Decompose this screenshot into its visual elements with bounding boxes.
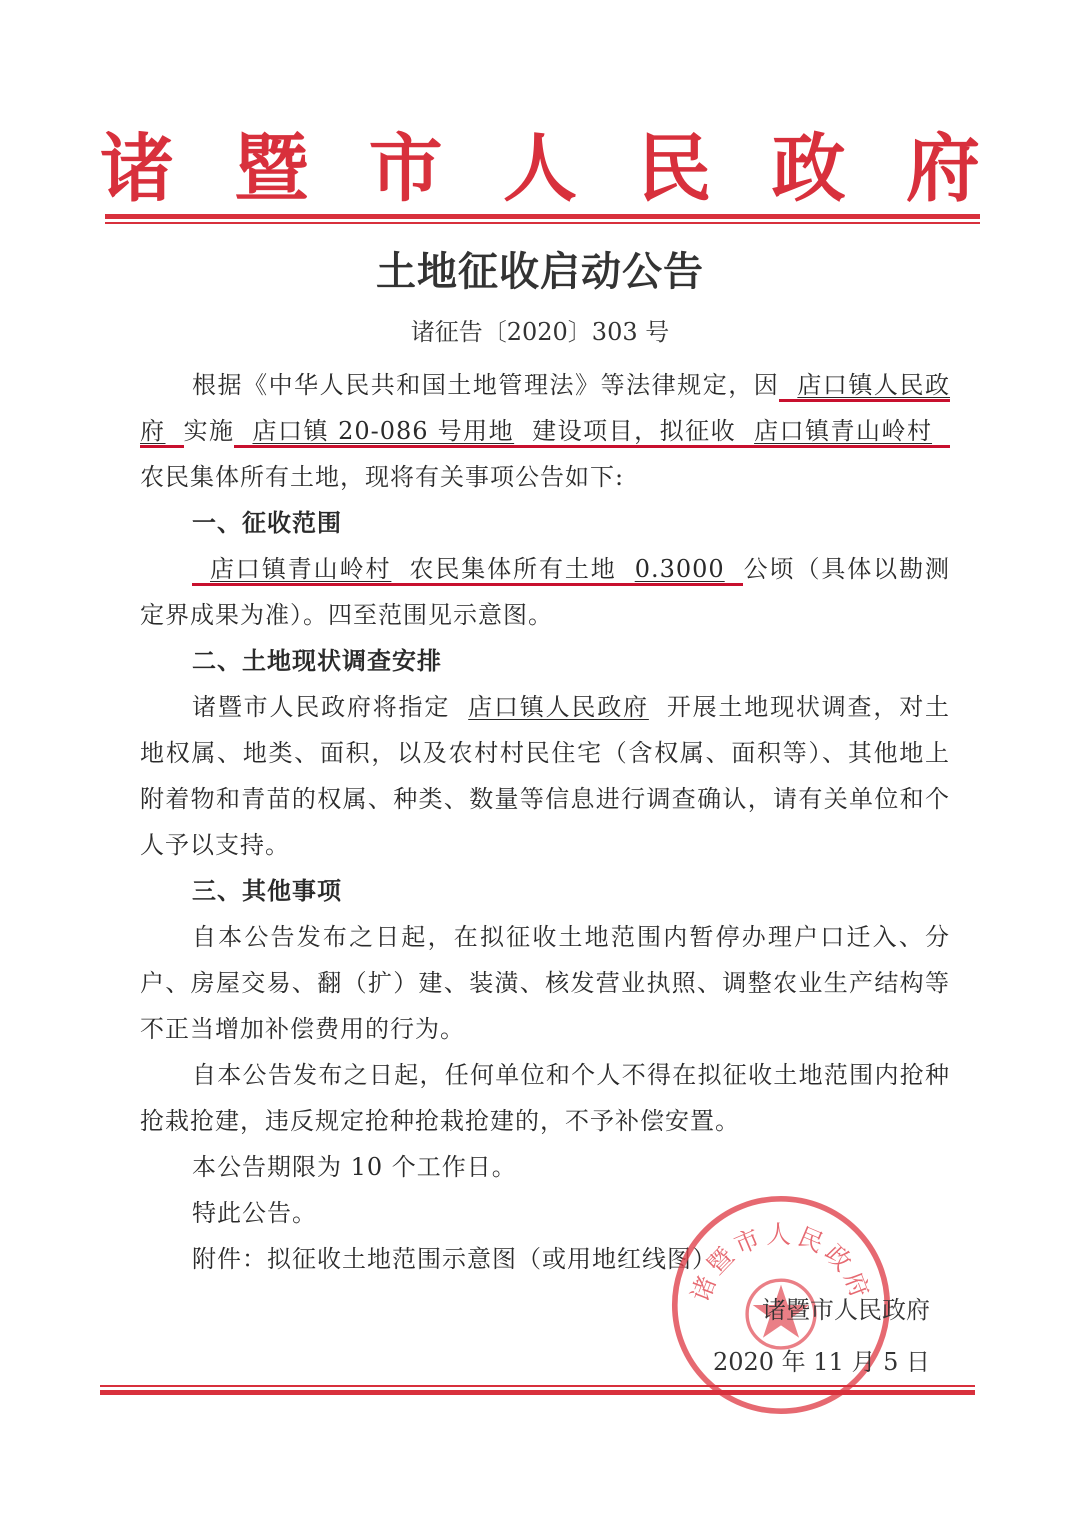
applicant-field: 店口镇人民政府 <box>140 371 950 448</box>
footer-red-rule <box>100 1385 975 1395</box>
intro-paragraph <box>140 362 950 500</box>
document-number: 诸征告〔2020〕303 号 <box>410 318 670 346</box>
scope-paragraph <box>140 546 950 638</box>
header-char: 府 <box>905 126 980 212</box>
project-field: 店口镇 20-086 号用地 <box>234 417 532 448</box>
scope-village-field: 店口镇青山岭村 <box>192 555 409 586</box>
attachment-paragraph: 附件：拟征收土地范围示意图（或用地红线图） <box>192 1245 717 1273</box>
header-char: 暨 <box>234 126 309 212</box>
header-char: 诸 <box>100 126 174 212</box>
intro-text: 实施 <box>183 417 235 445</box>
village-field: 店口镇青山岭村 <box>736 417 950 448</box>
survey-text: 诸暨市人民政府将指定 <box>192 693 451 721</box>
area-field: 0.3000 <box>617 555 743 586</box>
issuer-header <box>100 118 980 212</box>
section-heading: 三、其他事项 <box>192 877 342 905</box>
header-char: 人 <box>502 126 577 212</box>
period-paragraph: 本公告期限为 10 个工作日。 <box>192 1153 517 1181</box>
signature-block <box>650 1284 930 1388</box>
header-char: 政 <box>771 126 846 212</box>
section-heading: 一、征收范围 <box>192 509 342 537</box>
header-char: 市 <box>368 126 443 212</box>
scope-text: 公顷（具体以勘测定界成果为准）。四至范围见示意图。 <box>140 555 951 629</box>
intro-text: 建设项目，拟征收 <box>532 417 736 448</box>
survey-org-field: 店口镇人民政府 <box>468 693 649 721</box>
other-paragraph: 自本公告发布之日起，在拟征收土地范围内暂停办理户口迁入、分户、房屋交易、翻（扩）建、装潢、核发营业执照、调整农业生产结构等不正当增加补偿费用的行为。 <box>140 923 950 1043</box>
closing-paragraph: 特此公告。 <box>192 1199 317 1227</box>
survey-paragraph <box>140 684 950 868</box>
section-heading: 二、土地现状调查安排 <box>192 647 442 675</box>
intro-text: 农民集体所有土地，现将有关事项公告如下: <box>140 463 625 491</box>
other-paragraph: 自本公告发布之日起，任何单位和个人不得在拟征收土地范围内抢种抢栽抢建，违反规定抢种抢栽抢建的，不予补偿安置。 <box>140 1061 950 1135</box>
header-char: 民 <box>637 126 712 212</box>
document-body <box>140 362 950 1282</box>
header-red-rule <box>105 214 980 224</box>
document-title: 土地征收启动公告 <box>376 248 704 295</box>
intro-text: 根据《中华人民共和国土地管理法》等法律规定，因 <box>192 371 780 399</box>
scope-text: 农民集体所有土地 <box>409 555 616 586</box>
survey-text: 开展土地现状调查，对土地权属、地类、面积，以及农村村民住宅（含权属、面积等）、其他地上附着物和青苗的权属、种类、数量等信息进行调查确认，请有关单位和个人予以支持。 <box>140 693 951 859</box>
seal-text: 诸暨市人民政府 <box>685 1219 877 1306</box>
signature-date: 2020 年 11 月 5 日 <box>712 1348 930 1376</box>
signature-org: 诸暨市人民政府 <box>762 1296 930 1324</box>
